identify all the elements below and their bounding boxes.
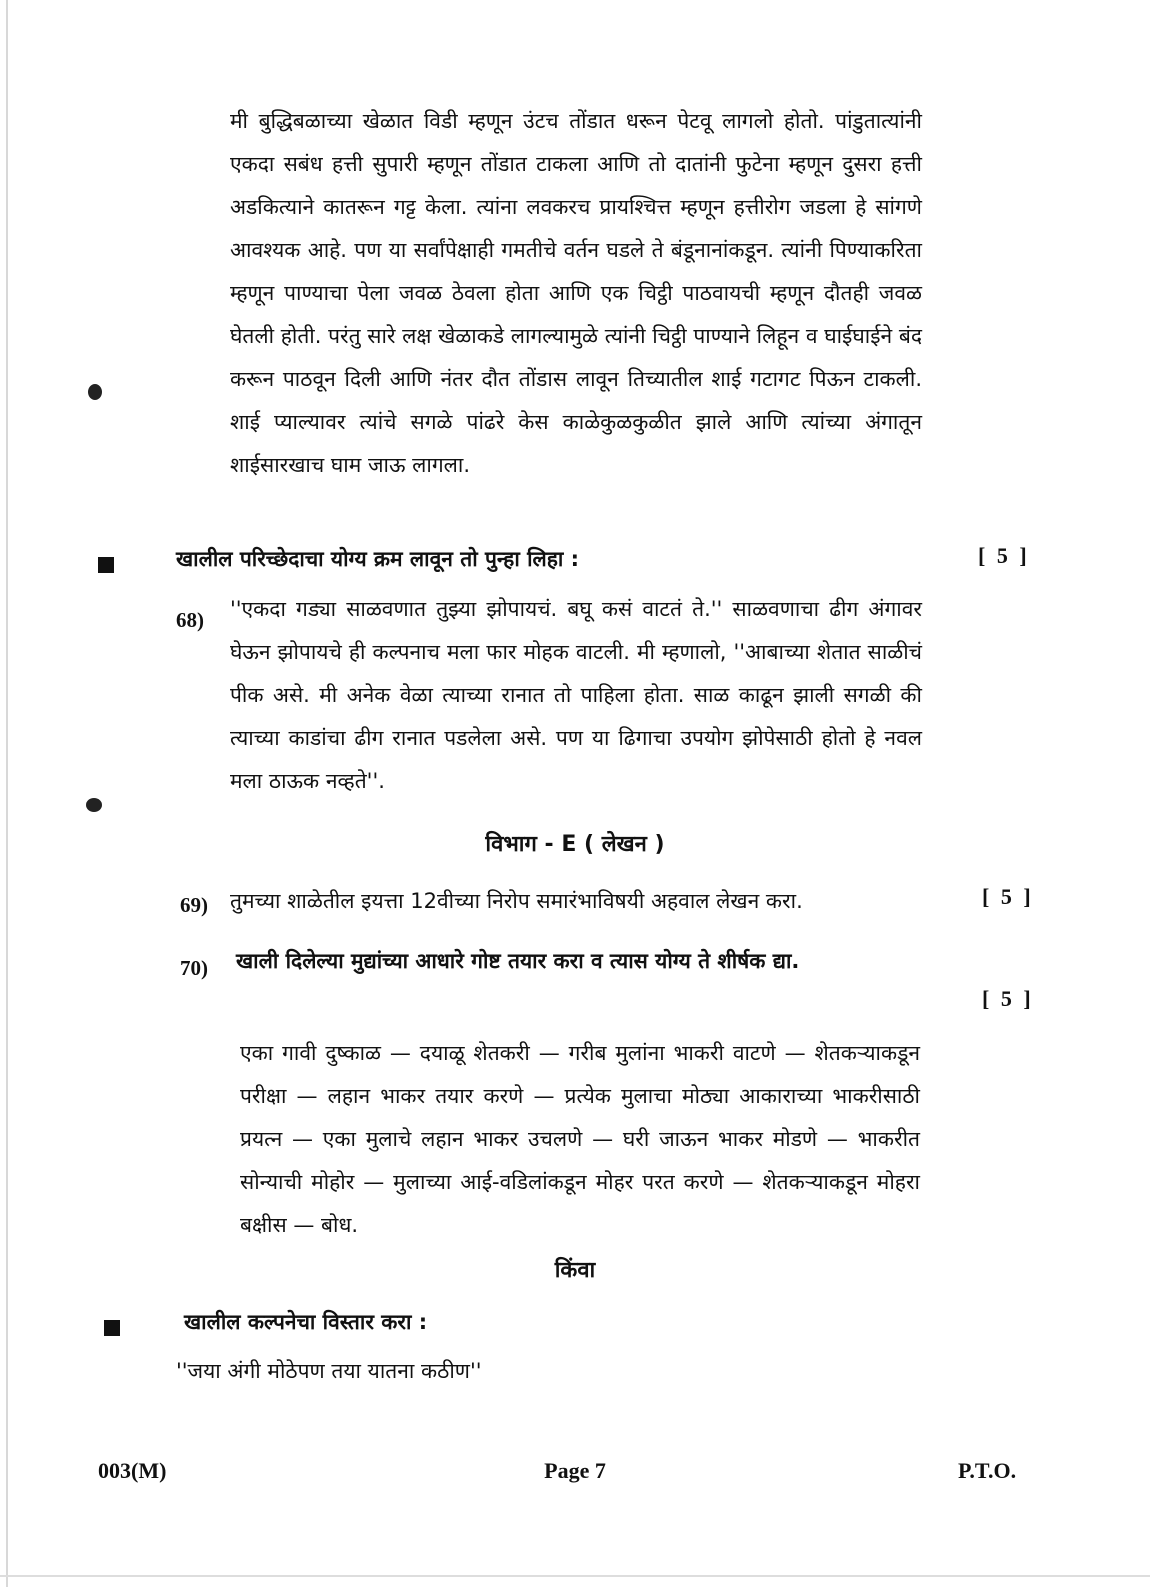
question-69-text: तुमच्या शाळेतील इयत्ता 12वीच्या निरोप समारंभाविषयी अहवाल लेखन करा. bbox=[230, 889, 803, 913]
question-69-marks: [ 5 ] bbox=[982, 884, 1034, 909]
question-number-69: 69) bbox=[180, 893, 208, 917]
scan-edge-bottom bbox=[0, 1575, 1150, 1577]
question-number-70: 70) bbox=[180, 956, 208, 980]
question-70-prompt: खाली दिलेल्या मुद्यांच्या आधारे गोष्ट तयार करा व त्यास योग्य ते शीर्षक द्या. bbox=[236, 949, 800, 973]
or-label: किंवा bbox=[554, 1258, 596, 1283]
scan-speck bbox=[88, 384, 102, 400]
scan-edge-left bbox=[6, 0, 8, 1587]
bullet-square bbox=[98, 557, 114, 573]
section-e-heading: विभाग - E ( लेखन ) bbox=[485, 832, 665, 857]
scan-speck bbox=[86, 798, 102, 812]
reorder-marks: [ 5 ] bbox=[978, 543, 1030, 568]
footer-page-number: Page 7 bbox=[544, 1458, 606, 1483]
question-68-text: ''एकदा गड्या साळवणात तुझ्या झोपायचं. बघू कसं वाटतं ते.'' साळवणाचा ढीग अंगावर घेऊन झोपायचे ही कल्पनाच मला फार मोहक वाटली. मी म्हणालो, ''आबाच्या शेतात साळीचं पीक असे. मी अनेक वेळा त्याच्या रानात तो पाहिला होता. साळ काढून झाली सगळी की त्याच्या काडांचा ढीग रानात पडलेला असे. पण या ढिगाचा उपयोग झोपेसाठी होतो हे नवल मला ठाऊक नव्हते''. bbox=[230, 597, 922, 793]
bullet-square bbox=[104, 1320, 120, 1336]
question-70-points: एका गावी दुष्काळ — दयाळू शेतकरी — गरीब मुलांना भाकरी वाटणे — शेतकऱ्याकडून परीक्षा — लहान भाकर तयार करणे — प्रत्येक मुलाचा मोठ्या आकाराच्या भाकरीसाठी प्रयत्न — एका मुलाचे लहान भाकर उचलणे — घरी जाऊन भाकर मोडणे — भाकरीत सोन्याची मोहोर — मुलाच्या आई-वडिलांकडून मोहर परत करणे — शेतकऱ्याकडून मोहरा बक्षीस — बोध. bbox=[240, 1041, 920, 1237]
question-70-marks: [ 5 ] bbox=[982, 986, 1034, 1011]
expand-instruction: खालील कल्पनेचा विस्तार करा : bbox=[184, 1310, 428, 1334]
footer-pto: P.T.O. bbox=[958, 1458, 1017, 1483]
reorder-instruction: खालील परिच्छेदाचा योग्य क्रम लावून तो पुन्हा लिहा : bbox=[176, 547, 580, 571]
passage-continued: मी बुद्धिबळाच्या खेळात विडी म्हणून उंटच तोंडात धरून पेटवू लागलो होतो. पांडुतात्यांनी एकदा सबंध हत्ती सुपारी म्हणून तोंडात टाकला आणि तो दातांनी फुटेना म्हणून दुसरा हत्ती अडकित्याने कातरून गट्ट केला. त्यांना लवकरच प्रायश्चित्त म्हणून हत्तीरोग जडला हे सांगणे आवश्यक आहे. पण या सर्वांपेक्षाही गमतीचे वर्तन घडले ते बंडूनानांकडून. त्यांनी पिण्याकरिता म्हणून पाण्याचा पेला जवळ ठेवला होता आणि एक चिट्ठी पाठवायची म्हणून दौतही जवळ घेतली होती. परंतु सारे लक्ष खेळाकडे लागल्यामुळे त्यांनी चिट्ठी पाण्याने लिहून व घाईघाईने बंद करून पाठवून दिली आणि नंतर दौत तोंडास लावून तिच्यातील शाई गटागट पिऊन टाकली. शाई प्याल्यावर त्यांचे सगळे पांढरे केस काळेकुळकुळीत झाले आणि त्यांच्या अंगातून शाईसारखाच घाम जाऊ लागला. bbox=[230, 109, 922, 477]
expand-quote: ''जया अंगी मोठेपण तया यातना कठीण'' bbox=[176, 1359, 482, 1383]
footer-paper-code: 003(M) bbox=[98, 1458, 167, 1483]
question-number-68: 68) bbox=[176, 608, 204, 632]
